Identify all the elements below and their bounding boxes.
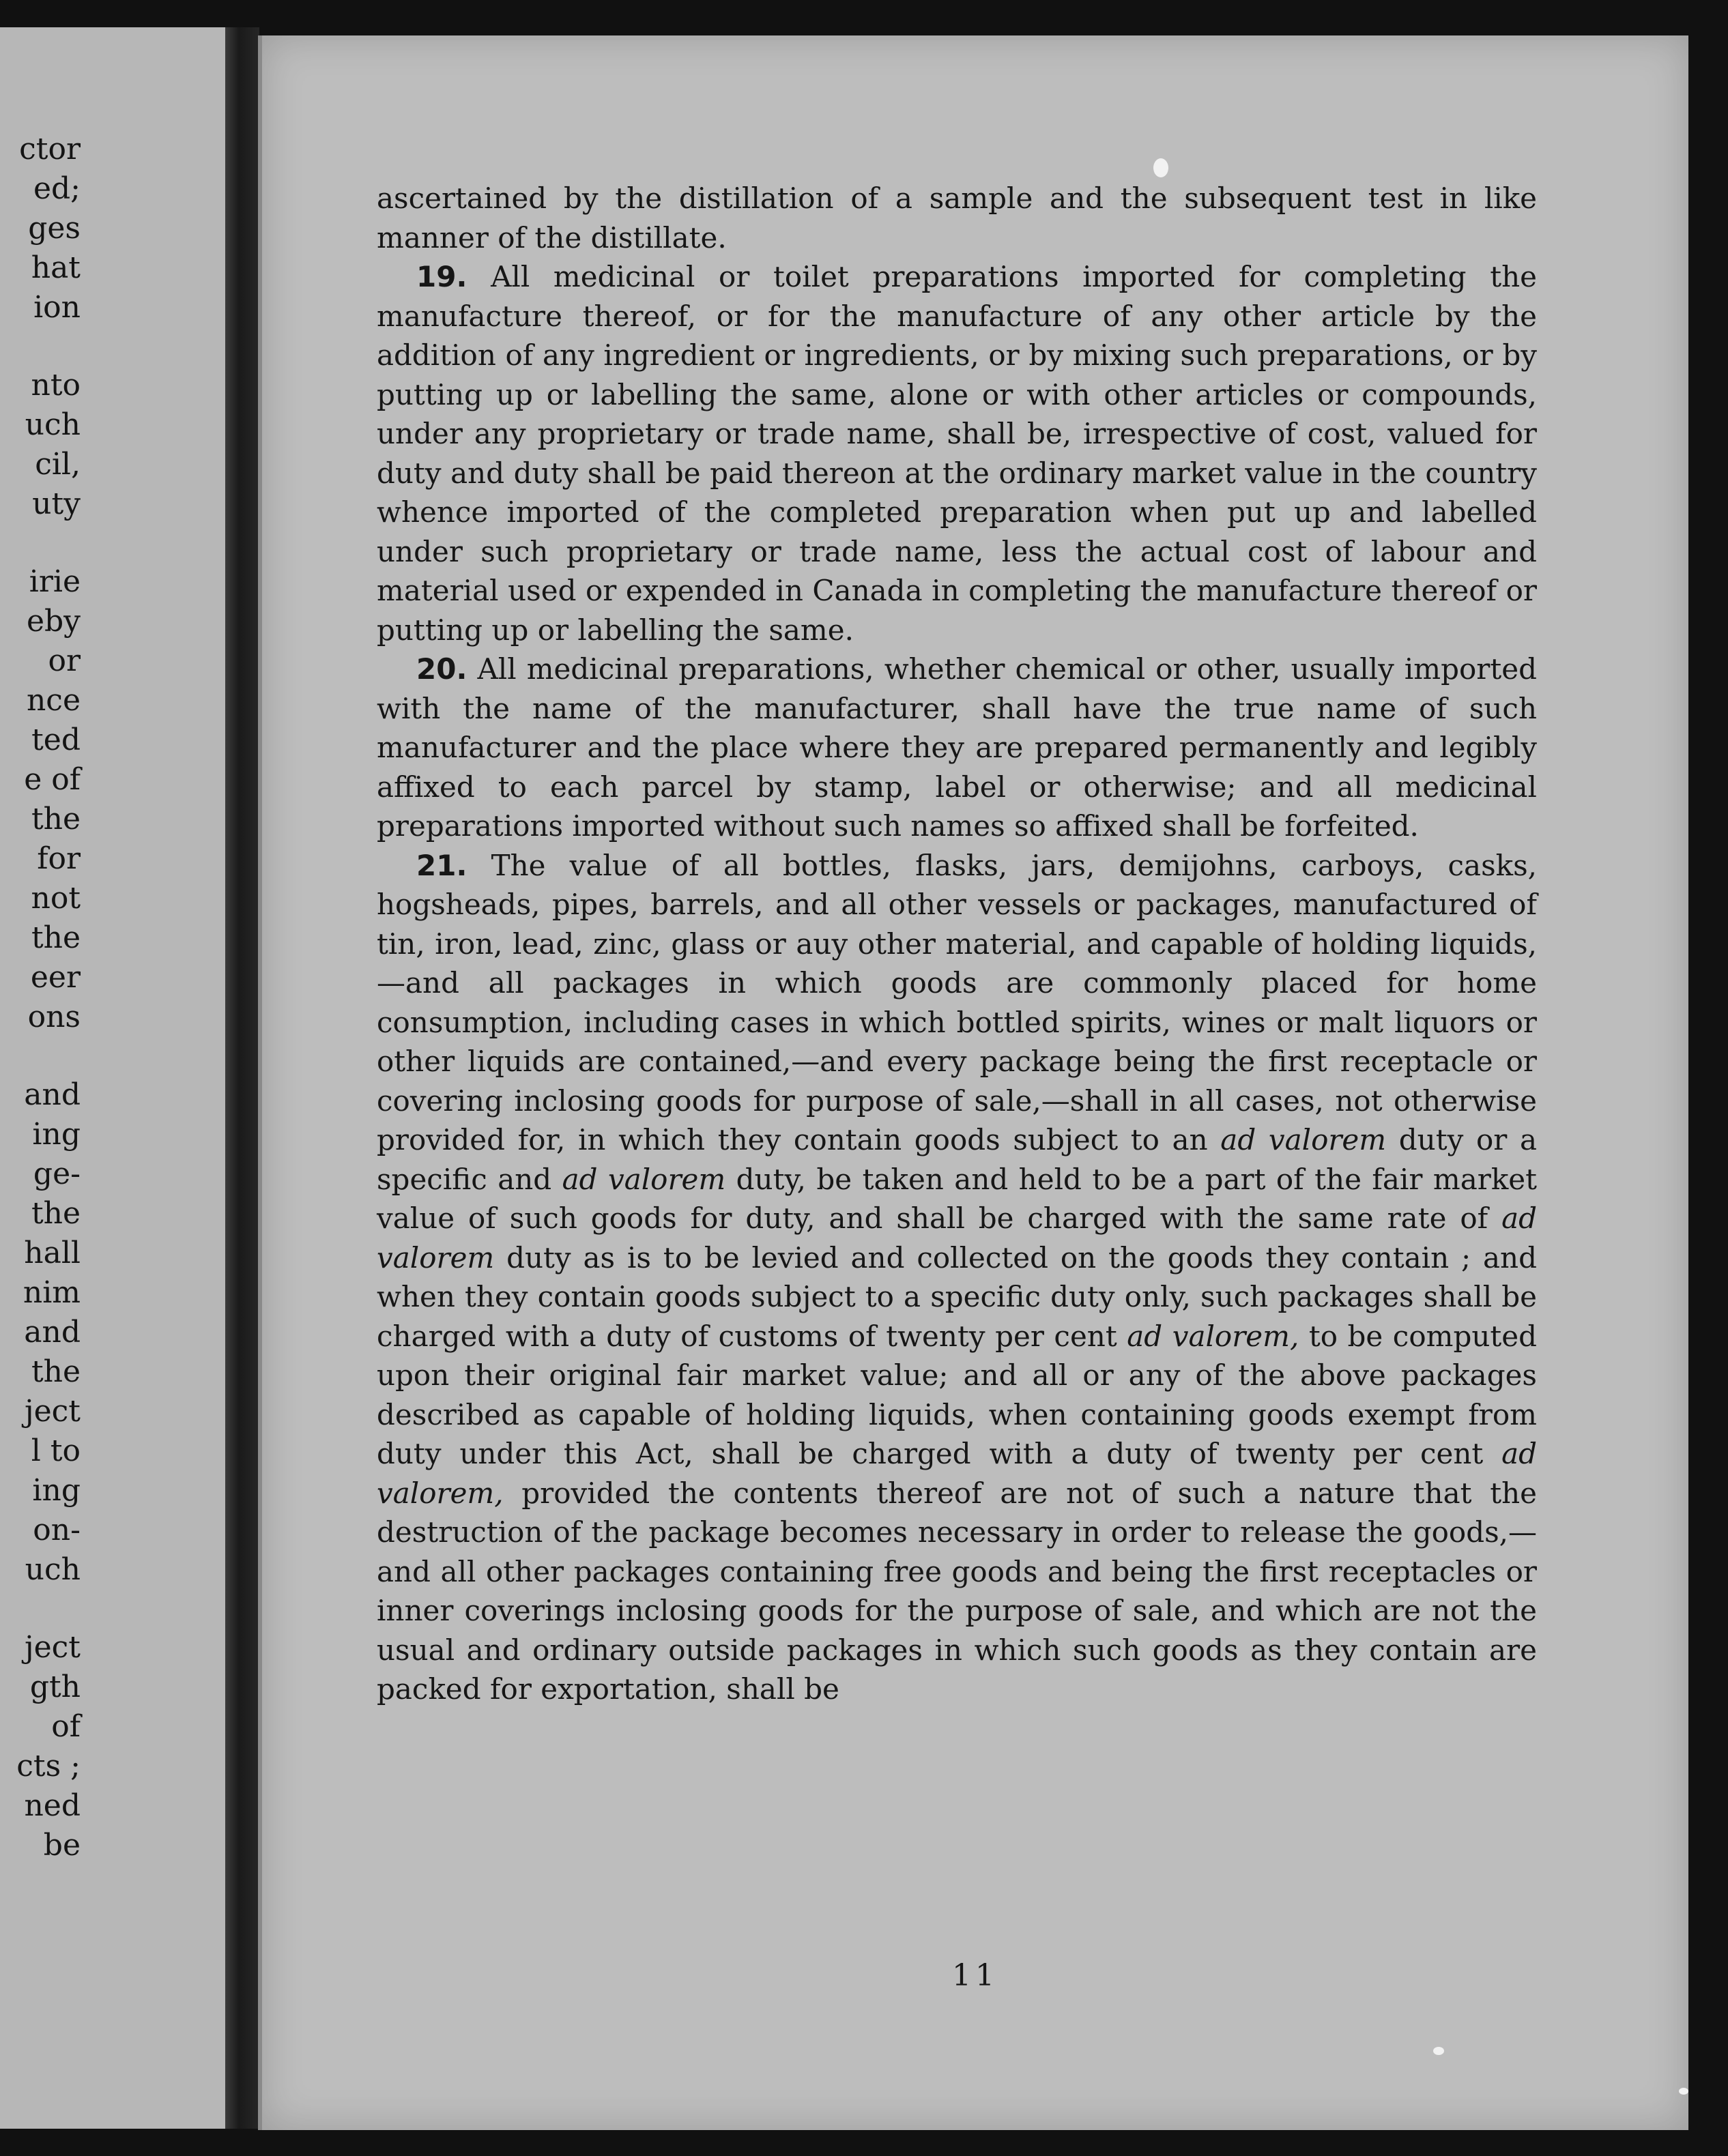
previous-page-line: ted <box>31 723 81 757</box>
line-gap <box>0 1590 81 1628</box>
previous-page-line: ctor <box>19 132 81 166</box>
previous-page-line: hall <box>24 1236 81 1270</box>
previous-page-line: ned <box>24 1788 81 1823</box>
previous-page-line: e of <box>24 762 81 797</box>
line-gap <box>0 1037 81 1075</box>
book-gutter <box>225 27 259 2129</box>
previous-page-line: uch <box>25 407 81 442</box>
previous-page-line: nto <box>31 368 81 403</box>
section-text: All medicinal or toilet preparations imported for completing the manufacture thereof, or for the manufacture of any other article by the addition of any ingredient or ingredients, or by mixing such preparations, or by putting up or labelling the same, alone or with other articles or compounds, under any proprietary or trade name, shall be, irrespective of cost, valued for duty and duty shall be paid thereon at the ordinary market value in the country whence imported of the completed preparation when put up and labelled under such proprietary or trade name, less the actual cost of labour and material used or expended in Canada in completing the manufacture thereof or putting up or labelling the same. <box>377 260 1537 647</box>
previous-page-line: cil, <box>35 447 81 482</box>
section-20 <box>377 650 1537 846</box>
section-text: duty, be taken and held to be a part of the fair market value of such goods for duty, and shall be charged with the same rate of <box>377 1162 1537 1235</box>
previous-page-line: irie <box>29 564 81 599</box>
previous-page-line: and <box>24 1077 81 1112</box>
previous-page-line: ject <box>24 1630 81 1665</box>
page-body <box>377 179 1537 1709</box>
page <box>258 35 1688 2130</box>
italic-term: ad valorem <box>1220 1123 1387 1156</box>
previous-page-line: cts ; <box>16 1749 81 1783</box>
previous-page-line: hat <box>31 250 81 285</box>
italic-term: ad valorem, <box>1127 1319 1299 1353</box>
line-gap <box>0 327 81 366</box>
section-text: duty or a specific and <box>377 1123 1537 1196</box>
section-21 <box>377 846 1537 1709</box>
previous-page-line: the <box>31 1196 81 1231</box>
previous-page-line: l to <box>31 1433 81 1468</box>
previous-page-line: uty <box>32 486 81 521</box>
previous-page-line: and <box>24 1315 81 1350</box>
previous-page-edge <box>0 27 225 2129</box>
previous-page-line: nim <box>23 1275 81 1310</box>
previous-page-line: the <box>31 802 81 836</box>
previous-page-line: uch <box>25 1552 81 1587</box>
previous-page-line: gth <box>29 1670 81 1704</box>
previous-page-line: the <box>31 1354 81 1389</box>
previous-page-line: or <box>48 643 81 678</box>
previous-page-line: on- <box>33 1513 81 1547</box>
previous-page-line: ge- <box>33 1156 81 1191</box>
section-number: 21. <box>416 848 467 882</box>
scan-speck <box>1679 2088 1688 2095</box>
section-text: The value of all bottles, flasks, jars, demijohns, carboys, casks, hogsheads, pipes, barrels, and all other vessels or packages, manufactured of tin, iron, lead, zinc, glass or auy other material, and capable of holding liquids,—and all packages in which goods are commonly placed for home consumption, including cases in which bottled spirits, wines or malt liquors or other liquids are contained,—and every package being the first receptacle or covering inclosing goods for purpose of sale,—shall in all cases, not otherwise provided for, in which they contain goods subject to an <box>377 848 1537 1156</box>
section-text: to be computed upon their original fair market value; and all or any of the above packages described as capable of holding liquids, when containing goods exempt from duty under this Act, shall be charged with a duty of twenty per cent <box>377 1319 1538 1470</box>
previous-page-line: ons <box>27 1000 81 1034</box>
page-number: 11 <box>952 1958 998 1993</box>
previous-page-line: the <box>31 920 81 955</box>
previous-page-line: for <box>37 841 81 876</box>
italic-term: ad valorem <box>377 1201 1537 1274</box>
section-19 <box>377 257 1537 650</box>
previous-page-line: eer <box>30 960 81 995</box>
opening-paragraph: ascertained by the distillation of a sample and the subsequent test in like manner of the distillate. <box>377 181 1537 254</box>
previous-page-line: of <box>51 1709 81 1744</box>
previous-page-line: ject <box>24 1394 81 1429</box>
previous-page-text <box>0 130 81 1865</box>
scan-speck <box>1153 158 1168 177</box>
previous-page-line: nce <box>26 683 81 718</box>
previous-page-line: ing <box>32 1473 81 1508</box>
previous-page-line: ges <box>28 211 81 246</box>
section-text: All medicinal preparations, whether chemical or other, usually imported with the name of the manufacturer, shall have the true name of such manufacturer and the place where they are prepared permanently and legibly affixed to each parcel by stamp, label or otherwise; and all medicinal preparations imported without such names so affixed shall be forfeited. <box>377 652 1537 843</box>
previous-page-line: be <box>43 1828 81 1863</box>
previous-page-line: not <box>31 881 81 916</box>
section-number: 20. <box>416 652 467 686</box>
previous-page-line: ing <box>32 1117 81 1152</box>
section-text: duty as is to be levied and collected on the goods they contain ; and when they contain goods subject to a specific duty only, such packages shall be charged with a duty of customs of twenty per cent <box>377 1240 1537 1353</box>
section-number: 19. <box>416 260 467 293</box>
italic-term: ad valorem, <box>377 1437 1537 1510</box>
line-gap <box>0 524 81 562</box>
section-text: provided the contents thereof are not of such a nature that the destruction of the package becomes necessary in order to release the goods,—and all other packages containing free goods and being the first receptacles or inner coverings inclosing goods for the purpose of sale, and which are not the usual and ordinary outside packages in which such goods as they contain are packed for exportation, shall be <box>377 1476 1537 1706</box>
scan-speck <box>1433 2047 1444 2055</box>
previous-page-line: ed; <box>33 171 81 206</box>
italic-term: ad valorem <box>562 1162 726 1196</box>
previous-page-line: eby <box>26 604 81 639</box>
previous-page-line: ion <box>33 290 81 325</box>
